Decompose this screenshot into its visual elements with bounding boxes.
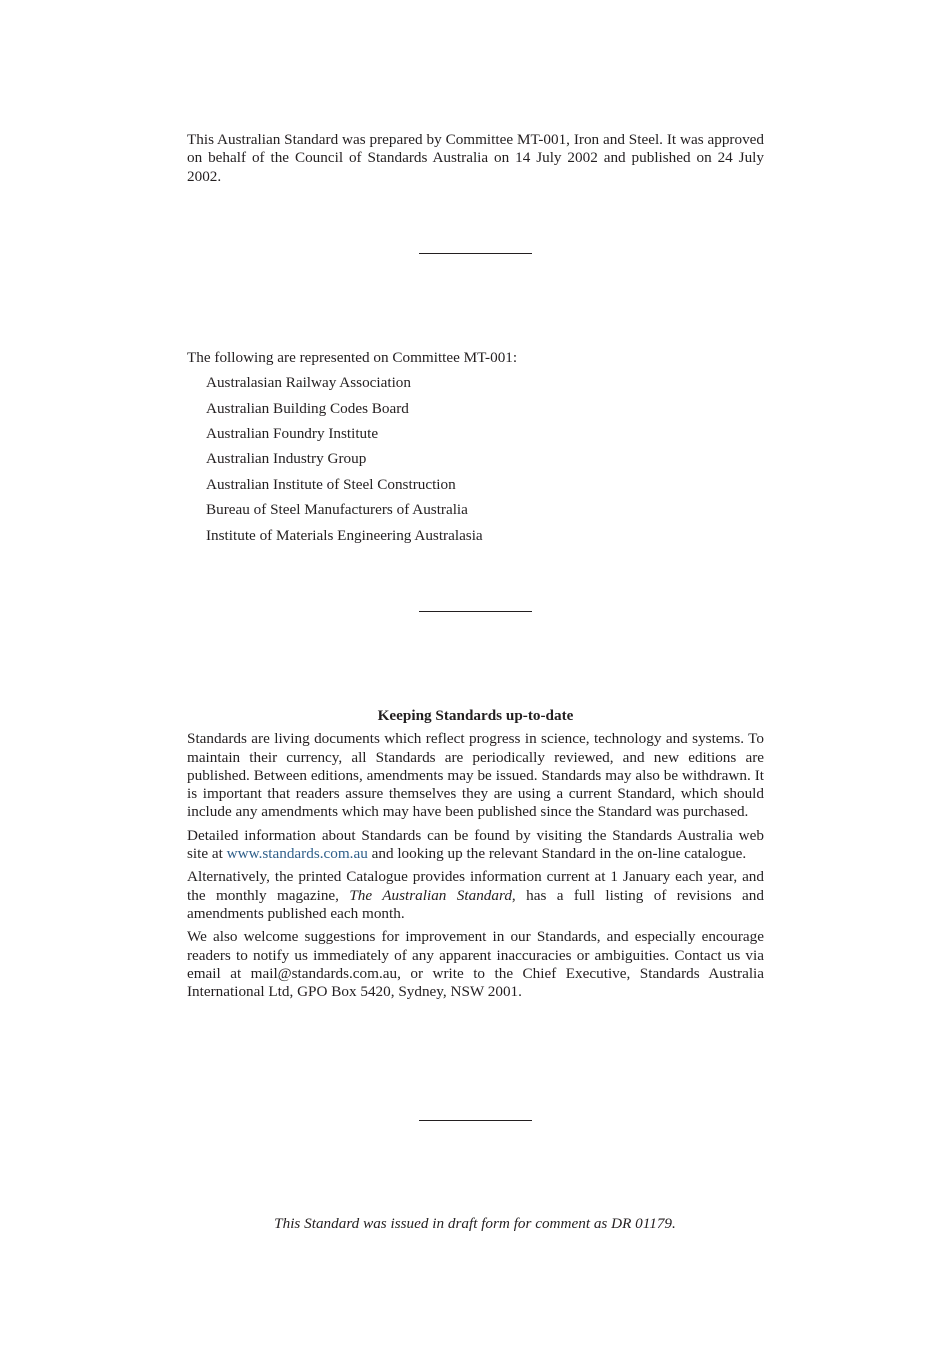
- committee-member: Australian Building Codes Board: [206, 399, 409, 417]
- keeping-up-to-date-section: [187, 707, 764, 1006]
- approval-text: This Australian Standard was prepared by Committee MT-001, Iron and Steel. It was approved on behalf of the Council of Standards Australia on 14 July 2002 and published on 24 July 2002.: [187, 131, 764, 185]
- living-documents-paragraph: Standards are living documents which reflect progress in science, technology and systems. To maintain their currency, all Standards are periodically reviewed, and new editions are published. Between editions, amendments may be issued. Standards may also be withdrawn. It is important that readers assure themselves they are using a current Standard, which should include any amendments which may have been published since the Standard was purchased.: [187, 730, 764, 821]
- section-heading: Keeping Standards up-to-date: [377, 707, 574, 724]
- divider: [419, 253, 532, 254]
- committee-member: Institute of Materials Engineering Australasia: [206, 526, 483, 544]
- committee-block: [187, 349, 764, 552]
- committee-member: Australian Industry Group: [206, 450, 367, 468]
- website-paragraph: Detailed information about Standards can be found by visiting the Standards Australia web site at www.standards.com.au and looking up the relevant Standard in the on-line catalogue.: [187, 826, 764, 863]
- committee-member: Bureau of Steel Manufacturers of Australia: [206, 501, 468, 519]
- website-link[interactable]: www.standards.com.au: [226, 845, 368, 863]
- approval-block: [187, 131, 764, 186]
- divider: [419, 1120, 532, 1121]
- divider: [419, 611, 532, 612]
- feedback-paragraph: We also welcome suggestions for improvement in our Standards, and especially encourage readers to notify us immediately of any apparent inaccuracies or ambiguities. Contact us via email at mail@standards.com.au, or write to the Chief Executive, Standards Australia International Ltd, GPO Box 5420, Sydney, NSW 2001.: [187, 928, 764, 1001]
- committee-member: Australian Foundry Institute: [206, 425, 379, 443]
- draft-note: This Standard was issued in draft form for comment as DR 01179.: [274, 1215, 676, 1232]
- catalogue-paragraph: Alternatively, the printed Catalogue provides information current at 1 January each year, and the monthly magazine, The Australian Standard, has a full listing of revisions and amendments published each month.: [187, 868, 764, 922]
- committee-member: Australasian Railway Association: [206, 374, 411, 392]
- committee-member: Australian Institute of Steel Construction: [206, 475, 456, 493]
- committee-intro: The following are represented on Committee MT-001:: [187, 349, 518, 366]
- magazine-title: The Australian Standard: [349, 886, 512, 904]
